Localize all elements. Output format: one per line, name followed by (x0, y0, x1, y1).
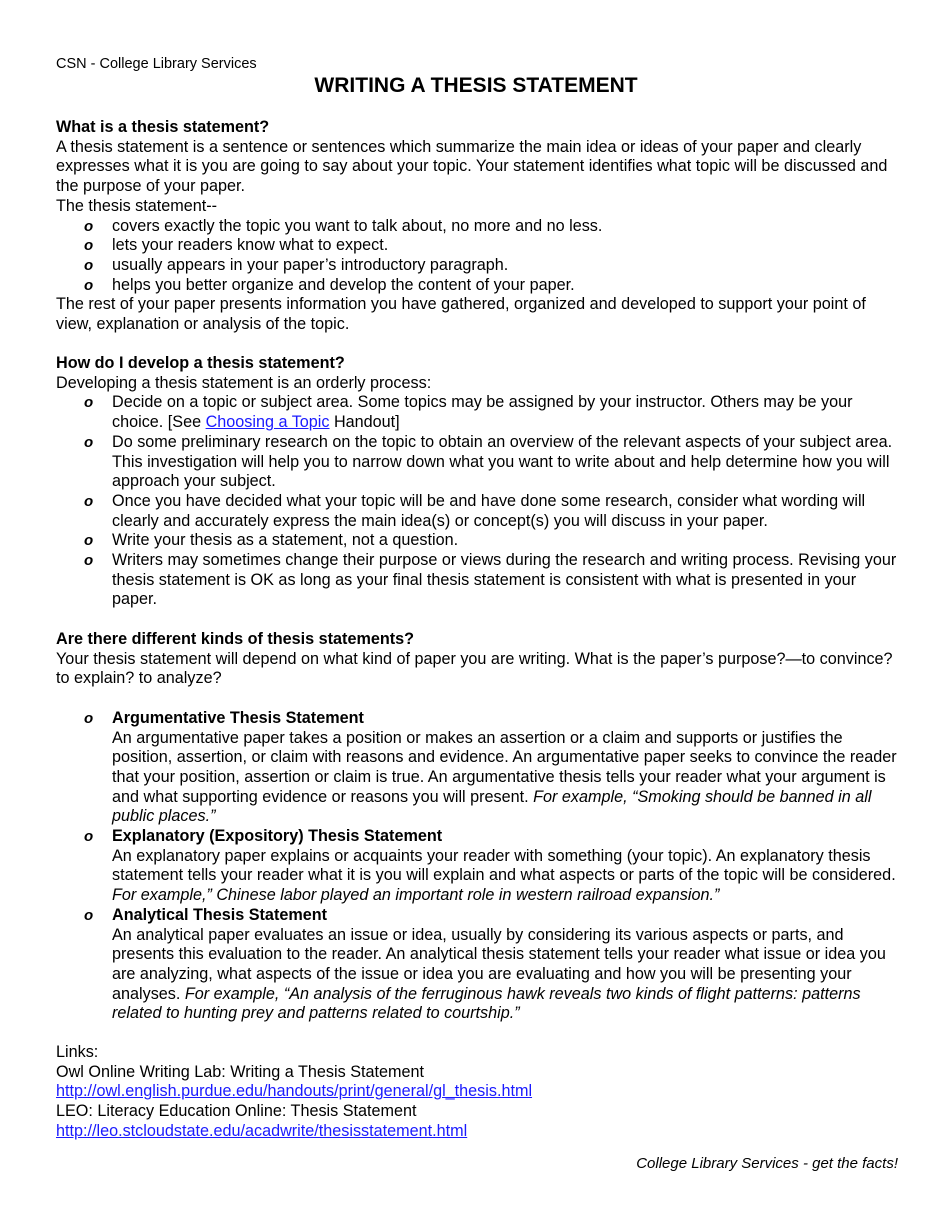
list-item: o usually appears in your paper’s introductory paragraph. (84, 255, 509, 274)
paragraph: The rest of your paper presents information you have gathered, organized and developed to support your point of view, explanation or analysis of the topic. (56, 295, 866, 334)
bullet-icon: o (84, 828, 94, 846)
list-item: o helps you better organize and develop the content of your paper. (84, 275, 575, 294)
page-title: WRITING A THESIS STATEMENT (314, 74, 638, 97)
organization-name: CSN - College Library Services (56, 56, 257, 72)
section-heading: How do I develop a thesis statement? (56, 354, 345, 372)
bullet-icon: o (84, 276, 94, 294)
example-text: For example, “Smoking should be banned in all public places.” (112, 787, 872, 826)
list-item: o Writers may sometimes change their purpose or views during the research and writing process. Revising your thesis statement is OK as long as your final thesis statement is consistent with what is presented in your paper. (84, 551, 897, 609)
kind-title: Analytical Thesis Statement (112, 905, 328, 924)
links-label: Links: (56, 1043, 99, 1061)
bullet-icon: o (84, 256, 94, 274)
footer-tagline: College Library Services - get the facts! (636, 1155, 898, 1172)
link-title: LEO: Literacy Education Online: Thesis Statement (56, 1102, 417, 1121)
list-item: o Once you have decided what your topic will be and have done some research, consider what wording will clearly and accurately express the main idea(s) or concept(s) you will discuss in your paper. (84, 491, 866, 530)
bullet-icon: o (84, 492, 94, 510)
bullet-icon: o (84, 394, 94, 412)
paragraph: Your thesis statement will depend on what kind of paper you are writing. What is the paper’s purpose?—to convince? to explain? to analyze? (56, 649, 893, 688)
list-item: o Decide on a topic or subject area. Some topics may be assigned by your instructor. Others may be your choice. [See Choosing a Topic Handout] (84, 393, 853, 432)
paragraph: The thesis statement-- (56, 196, 218, 215)
bullet-icon: o (84, 906, 94, 924)
link-title: Owl Online Writing Lab: Writing a Thesis Statement (56, 1062, 424, 1081)
paragraph: Developing a thesis statement is an orderly process: (56, 373, 432, 392)
list-item: o Write your thesis as a statement, not a question. (84, 531, 459, 550)
bullet-list (56, 393, 898, 610)
list-item: o Do some preliminary research on the topic to obtain an overview of the relevant aspects of your subject area. This investigation will help you to narrow down what you want to write about and help determine how you will approach your subject. (84, 432, 893, 491)
bullet-icon: o (84, 532, 94, 550)
bullet-icon: o (84, 237, 94, 255)
paragraph: A thesis statement is a sentence or sentences which summarize the main idea or ideas of your paper and clearly expresses what it is you are going to say about your topic. Your statement identifies what topic will be discussed and the purpose of your paper. (56, 137, 888, 196)
section-how-develop (56, 354, 898, 610)
section-heading: What is a thesis statement? (56, 118, 270, 136)
list-item: o covers exactly the topic you want to talk about, no more and no less. (84, 216, 603, 235)
kind-title: Argumentative Thesis Statement (112, 708, 364, 727)
bullet-icon: o (84, 433, 94, 451)
section-what-is (56, 118, 898, 335)
bullet-icon: o (84, 217, 94, 235)
list-item: o lets your readers know what to expect. (84, 236, 389, 255)
bullet-list (56, 217, 898, 296)
list-item-analytical: o Analytical Thesis Statement An analytical paper evaluates an issue or idea, usually by considering its various aspects or parts, and presents this evaluation to the reader. An analytical thesis statement tells your reader what issue or idea you are analyzing, what aspects of the issue or idea you are evaluating and how you will be presenting your analyses. For example, “An analysis of the ferruginous hawk reveals two kinds of flight patterns: patterns related to hunting prey and patterns related to courtship.” (56, 906, 898, 1024)
example-text: For example, “An analysis of the ferruginous hawk reveals two kinds of flight patterns: patterns related to hunting prey and patterns related to courtship.” (112, 984, 861, 1023)
bullet-icon: o (84, 552, 94, 570)
choosing-topic-link[interactable]: Choosing a Topic (205, 413, 330, 432)
links-section (56, 1043, 898, 1142)
example-text: For example,” Chinese labor played an important role in western railroad expansion.” (112, 886, 720, 905)
thesis-kinds-list (56, 709, 898, 1024)
list-item-argumentative: o Argumentative Thesis Statement An argumentative paper takes a position or makes an assertion or a claim and supports or justifies the position, assertion, or claim with reasons and evidence. An argumentative paper seeks to convince the reader that your position, assertion or claim is true. An argumentative thesis tells your reader what your argument is and what supporting evidence or reasons you will present. For example, “Smoking should be banned in all public places.” (84, 708, 897, 826)
section-kinds (56, 630, 898, 1024)
leo-link[interactable]: http://leo.stcloudstate.edu/acadwrite/thesisstatement.html (56, 1121, 468, 1140)
kind-title: Explanatory (Expository) Thesis Statement (112, 827, 443, 846)
owl-link[interactable]: http://owl.english.purdue.edu/handouts/print/general/gl_thesis.html (56, 1082, 533, 1101)
list-item-explanatory: o Explanatory (Expository) Thesis Statement An explanatory paper explains or acquaints your reader with something (your topic). An explanatory thesis statement tells your reader what it is you will explain and what aspects or parts of the topic will be considered. For example,” Chinese labor played an important role in western railroad expansion.” (56, 827, 898, 906)
section-heading: Are there different kinds of thesis statements? (56, 630, 415, 648)
bullet-icon: o (84, 709, 94, 727)
